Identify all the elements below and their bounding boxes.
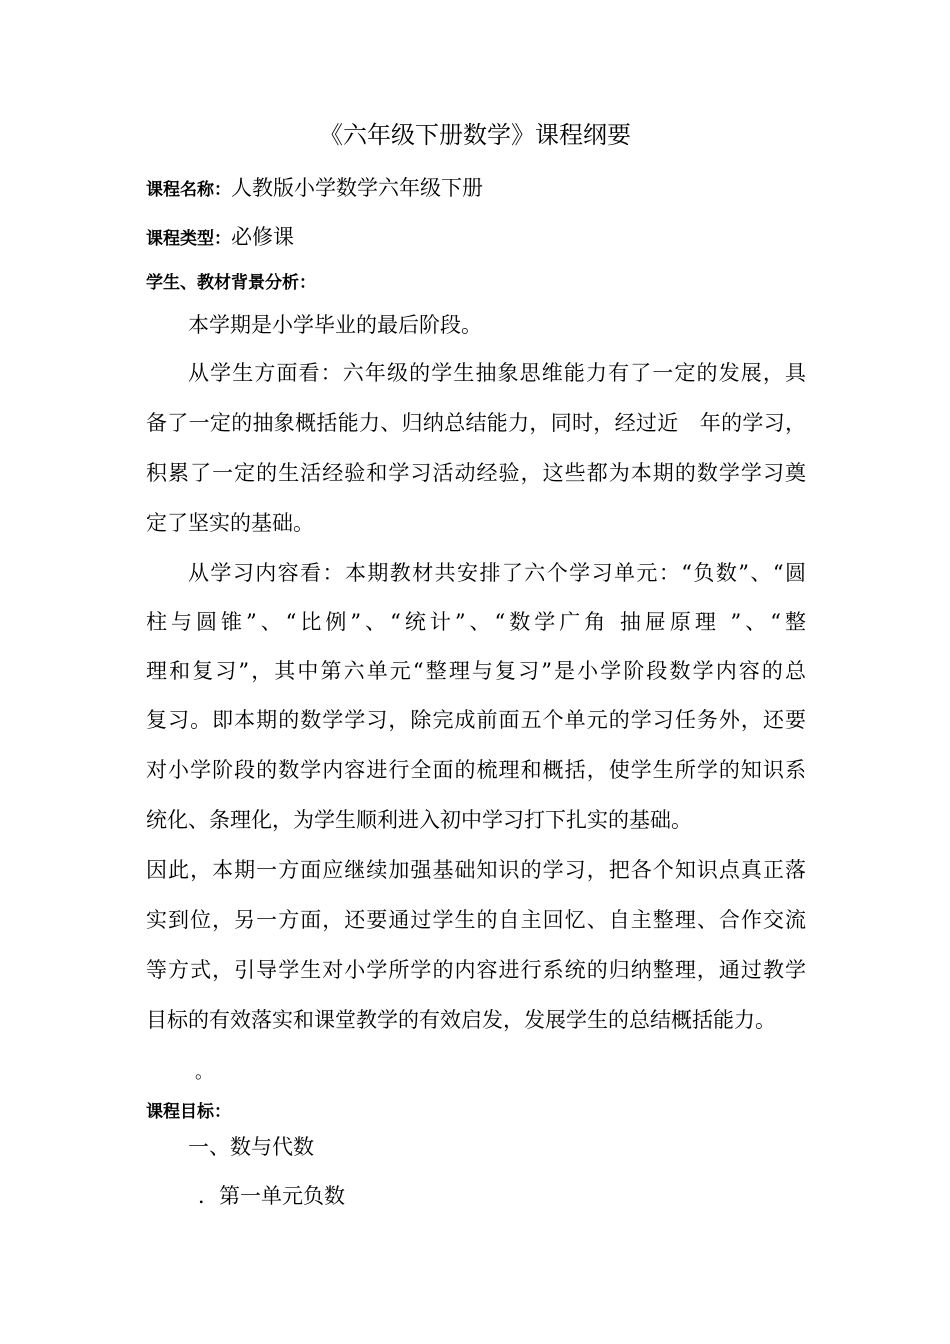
course-name-label: 课程名称： xyxy=(146,180,231,200)
paragraph-line: 理和复习”，其中第六单元“整理与复习”是小学阶段数学内容的总 xyxy=(146,659,806,683)
paragraph-line: 从学生方面看：六年级的学生抽象思维能力有了一定的发展，具 xyxy=(188,361,806,385)
background-heading-row xyxy=(146,268,316,298)
paragraph-line: 统化、条理化，为学生顺利进入初中学习打下扎实的基础。 xyxy=(146,808,692,832)
paragraph-line: 等方式，引导学生对小学所学的内容进行系统的归纳整理，通过教学 xyxy=(146,958,806,982)
goal-section-heading: 一、数与代数 xyxy=(188,1135,314,1159)
course-type-row xyxy=(146,222,294,254)
stray-mark: 。 xyxy=(195,1062,213,1083)
goal-item: ．第一单元负数 xyxy=(198,1184,345,1208)
course-name-value: 人教版小学数学六年级下册 xyxy=(231,176,483,200)
paragraph-line: 对小学阶段的数学内容进行全面的梳理和概括，使学生所学的知识系 xyxy=(146,758,806,782)
document-title: 《六年级下册数学》课程纲要 xyxy=(319,121,631,149)
course-type-label: 课程类型： xyxy=(146,229,231,249)
paragraph-line: 柱与圆锥”、“比例”、“统计”、“数学广角 抽屉原理 ”、“整 xyxy=(146,610,806,634)
paragraph-line: 备了一定的抽象概括能力、归纳总结能力，同时，经过近 年的学习， xyxy=(146,411,806,435)
paragraph-line: 实到位，另一方面，还要通过学生的自主回忆、自主整理、合作交流 xyxy=(146,908,806,932)
paragraph-intro: 本学期是小学毕业的最后阶段。 xyxy=(188,313,482,337)
paragraph-line: 积累了一定的生活经验和学习活动经验，这些都为本期的数学学习奠 xyxy=(146,461,806,485)
course-type-value: 必修课 xyxy=(231,225,294,249)
background-heading: 学生、教材背景分析： xyxy=(146,273,316,293)
goals-heading: 课程目标： xyxy=(146,1102,231,1122)
course-name-row xyxy=(146,173,483,205)
paragraph-line: 因此，本期一方面应继续加强基础知识的学习，把各个知识点真正落 xyxy=(146,858,806,882)
paragraph-line: 目标的有效落实和课堂教学的有效启发，发展学生的总结概括能力。 xyxy=(146,1008,776,1032)
goals-heading-row xyxy=(146,1097,231,1127)
paragraph-line: 从学习内容看：本期教材共安排了六个学习单元：“负数”、“圆 xyxy=(188,561,806,585)
paragraph-line: 定了坚实的基础。 xyxy=(146,511,314,535)
paragraph-line: 复习。即本期的数学学习，除完成前面五个单元的学习任务外，还要 xyxy=(146,708,806,732)
